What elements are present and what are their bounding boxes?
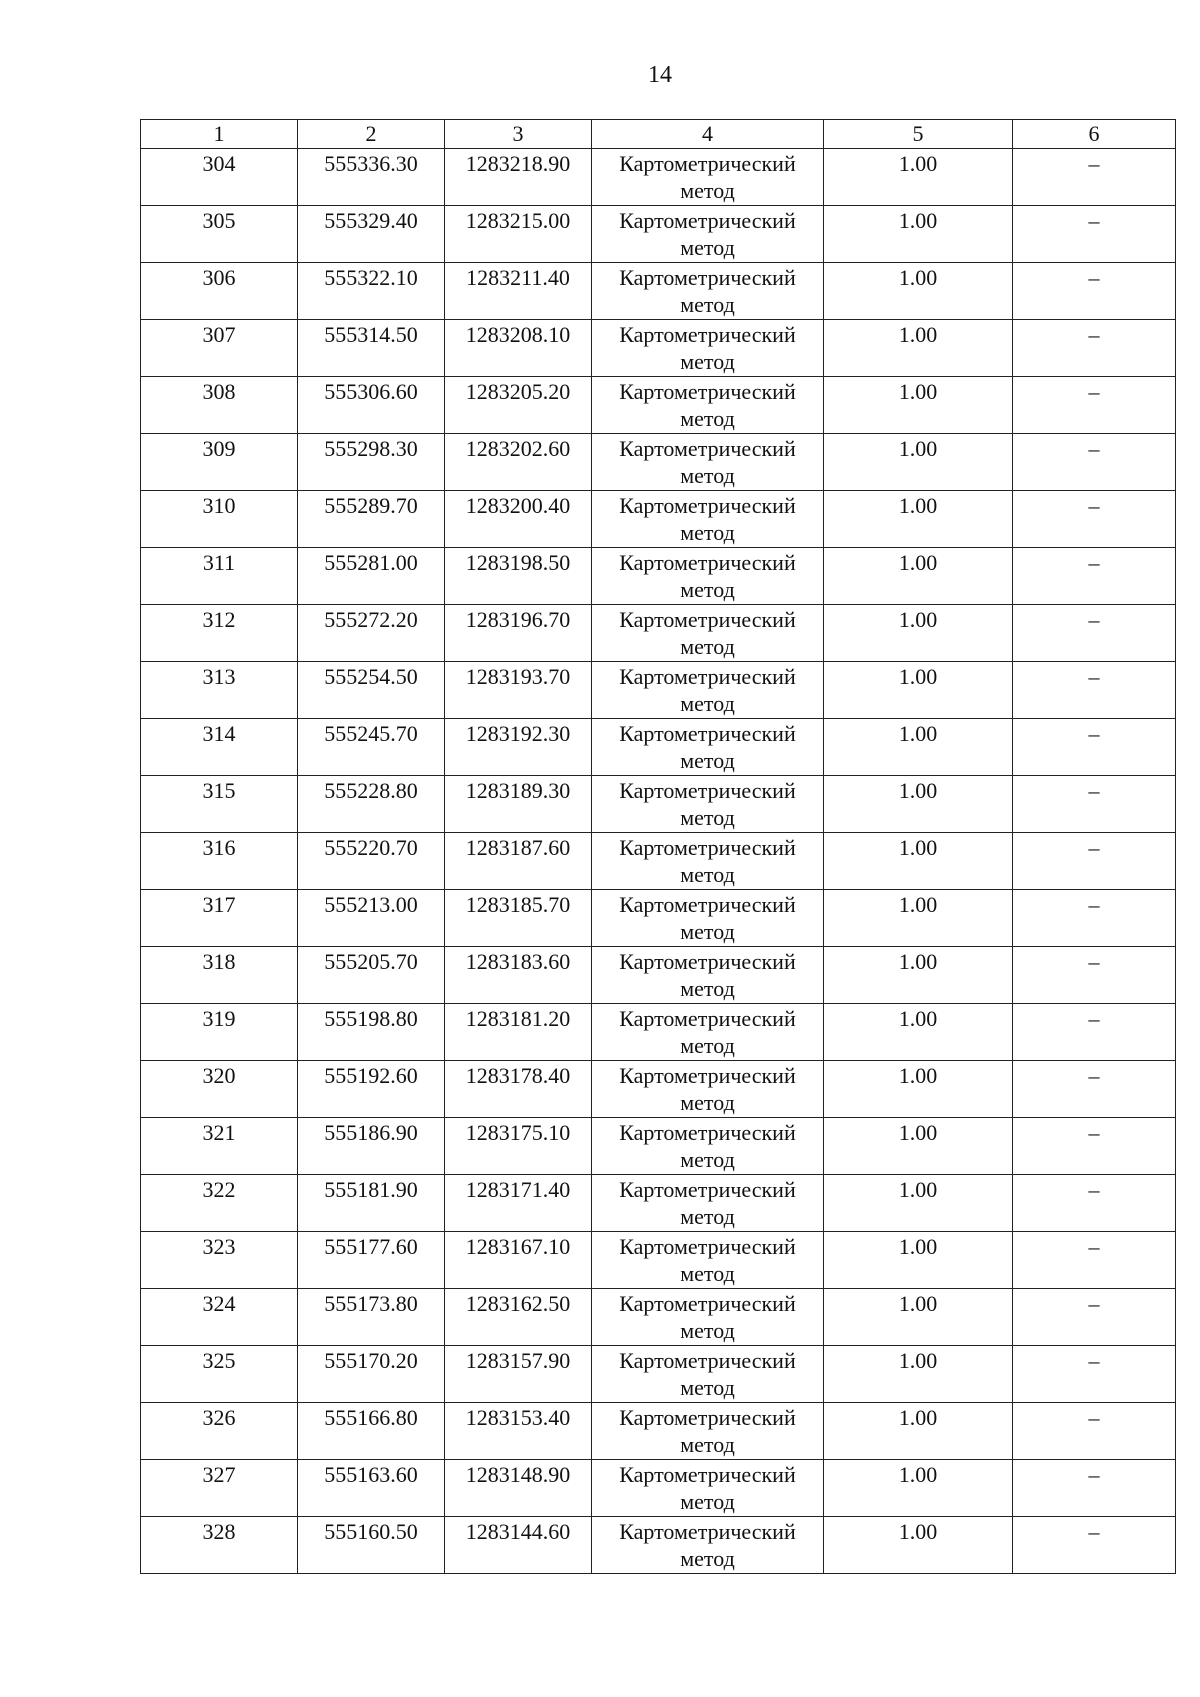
- y-coordinate-cell: 1283193.70: [445, 662, 592, 719]
- accuracy-cell: 1.00: [824, 206, 1013, 263]
- method-cell: Картометрический метод: [592, 605, 824, 662]
- y-coordinate-cell: 1283171.40: [445, 1175, 592, 1232]
- accuracy-cell: 1.00: [824, 1118, 1013, 1175]
- table-row: [141, 1517, 1176, 1574]
- point-number-cell: 326: [141, 1403, 298, 1460]
- method-cell: Картометрический метод: [592, 719, 824, 776]
- x-coordinate-cell: 555322.10: [298, 263, 445, 320]
- y-coordinate-cell: 1283196.70: [445, 605, 592, 662]
- table-row: [141, 1289, 1176, 1346]
- note-cell: –: [1013, 491, 1176, 548]
- x-coordinate-cell: 555192.60: [298, 1061, 445, 1118]
- point-number-cell: 320: [141, 1061, 298, 1118]
- point-number-cell: 319: [141, 1004, 298, 1061]
- note-cell: –: [1013, 605, 1176, 662]
- note-cell: –: [1013, 719, 1176, 776]
- y-coordinate-cell: 1283148.90: [445, 1460, 592, 1517]
- accuracy-cell: 1.00: [824, 491, 1013, 548]
- y-coordinate-cell: 1283181.20: [445, 1004, 592, 1061]
- x-coordinate-cell: 555170.20: [298, 1346, 445, 1403]
- point-number-cell: 316: [141, 833, 298, 890]
- point-number-cell: 313: [141, 662, 298, 719]
- note-cell: –: [1013, 149, 1176, 206]
- accuracy-cell: 1.00: [824, 662, 1013, 719]
- point-number-cell: 322: [141, 1175, 298, 1232]
- x-coordinate-cell: 555181.90: [298, 1175, 445, 1232]
- method-cell: Картометрический метод: [592, 206, 824, 263]
- note-cell: –: [1013, 377, 1176, 434]
- y-coordinate-cell: 1283218.90: [445, 149, 592, 206]
- accuracy-cell: 1.00: [824, 1289, 1013, 1346]
- method-cell: Картометрический метод: [592, 1403, 824, 1460]
- accuracy-cell: 1.00: [824, 1232, 1013, 1289]
- point-number-cell: 307: [141, 320, 298, 377]
- page-number: 14: [648, 62, 672, 88]
- note-cell: –: [1013, 1232, 1176, 1289]
- x-coordinate-cell: 555205.70: [298, 947, 445, 1004]
- note-cell: –: [1013, 1289, 1176, 1346]
- x-coordinate-cell: 555298.30: [298, 434, 445, 491]
- note-cell: –: [1013, 434, 1176, 491]
- point-number-cell: 314: [141, 719, 298, 776]
- accuracy-cell: 1.00: [824, 776, 1013, 833]
- y-coordinate-cell: 1283205.20: [445, 377, 592, 434]
- y-coordinate-cell: 1283198.50: [445, 548, 592, 605]
- method-cell: Картометрический метод: [592, 1004, 824, 1061]
- method-cell: Картометрический метод: [592, 1232, 824, 1289]
- method-cell: Картометрический метод: [592, 1118, 824, 1175]
- accuracy-cell: 1.00: [824, 1517, 1013, 1574]
- x-coordinate-cell: 555198.80: [298, 1004, 445, 1061]
- y-coordinate-cell: 1283175.10: [445, 1118, 592, 1175]
- accuracy-cell: 1.00: [824, 263, 1013, 320]
- x-coordinate-cell: 555163.60: [298, 1460, 445, 1517]
- column-header-1: 1: [141, 120, 298, 149]
- x-coordinate-cell: 555173.80: [298, 1289, 445, 1346]
- method-cell: Картометрический метод: [592, 548, 824, 605]
- note-cell: –: [1013, 1175, 1176, 1232]
- y-coordinate-cell: 1283211.40: [445, 263, 592, 320]
- table-row: [141, 1346, 1176, 1403]
- x-coordinate-cell: 555272.20: [298, 605, 445, 662]
- y-coordinate-cell: 1283185.70: [445, 890, 592, 947]
- note-cell: –: [1013, 1004, 1176, 1061]
- point-number-cell: 317: [141, 890, 298, 947]
- note-cell: –: [1013, 662, 1176, 719]
- note-cell: –: [1013, 947, 1176, 1004]
- method-cell: Картометрический метод: [592, 662, 824, 719]
- table-row: [141, 320, 1176, 377]
- x-coordinate-cell: 555228.80: [298, 776, 445, 833]
- point-number-cell: 310: [141, 491, 298, 548]
- note-cell: –: [1013, 1460, 1176, 1517]
- method-cell: Картометрический метод: [592, 1289, 824, 1346]
- x-coordinate-cell: 555186.90: [298, 1118, 445, 1175]
- note-cell: –: [1013, 833, 1176, 890]
- y-coordinate-cell: 1283178.40: [445, 1061, 592, 1118]
- point-number-cell: 306: [141, 263, 298, 320]
- y-coordinate-cell: 1283167.10: [445, 1232, 592, 1289]
- accuracy-cell: 1.00: [824, 1061, 1013, 1118]
- column-header-6: 6: [1013, 120, 1176, 149]
- x-coordinate-cell: 555177.60: [298, 1232, 445, 1289]
- y-coordinate-cell: 1283215.00: [445, 206, 592, 263]
- point-number-cell: 304: [141, 149, 298, 206]
- method-cell: Картометрический метод: [592, 1517, 824, 1574]
- table-row: [141, 662, 1176, 719]
- accuracy-cell: 1.00: [824, 320, 1013, 377]
- y-coordinate-cell: 1283153.40: [445, 1403, 592, 1460]
- y-coordinate-cell: 1283192.30: [445, 719, 592, 776]
- note-cell: –: [1013, 890, 1176, 947]
- y-coordinate-cell: 1283144.60: [445, 1517, 592, 1574]
- y-coordinate-cell: 1283208.10: [445, 320, 592, 377]
- point-number-cell: 312: [141, 605, 298, 662]
- table-row: [141, 377, 1176, 434]
- method-cell: Картометрический метод: [592, 320, 824, 377]
- accuracy-cell: 1.00: [824, 1004, 1013, 1061]
- accuracy-cell: 1.00: [824, 1460, 1013, 1517]
- x-coordinate-cell: 555281.00: [298, 548, 445, 605]
- accuracy-cell: 1.00: [824, 1175, 1013, 1232]
- table-row: [141, 1175, 1176, 1232]
- table-row: [141, 491, 1176, 548]
- point-number-cell: 311: [141, 548, 298, 605]
- table-header: [141, 120, 1176, 149]
- method-cell: Картометрический метод: [592, 890, 824, 947]
- table-row: [141, 434, 1176, 491]
- table-row: [141, 776, 1176, 833]
- method-cell: Картометрический метод: [592, 434, 824, 491]
- x-coordinate-cell: 555336.30: [298, 149, 445, 206]
- point-number-cell: 315: [141, 776, 298, 833]
- y-coordinate-cell: 1283200.40: [445, 491, 592, 548]
- table-row: [141, 1118, 1176, 1175]
- table-row: [141, 605, 1176, 662]
- column-header-4: 4: [592, 120, 824, 149]
- note-cell: –: [1013, 206, 1176, 263]
- method-cell: Картометрический метод: [592, 1460, 824, 1517]
- table-row: [141, 263, 1176, 320]
- point-number-cell: 308: [141, 377, 298, 434]
- method-cell: Картометрический метод: [592, 947, 824, 1004]
- x-coordinate-cell: 555329.40: [298, 206, 445, 263]
- note-cell: –: [1013, 1403, 1176, 1460]
- note-cell: –: [1013, 1517, 1176, 1574]
- method-cell: Картометрический метод: [592, 149, 824, 206]
- note-cell: –: [1013, 548, 1176, 605]
- point-number-cell: 305: [141, 206, 298, 263]
- table-row: [141, 548, 1176, 605]
- table-row: [141, 149, 1176, 206]
- method-cell: Картометрический метод: [592, 1346, 824, 1403]
- x-coordinate-cell: 555314.50: [298, 320, 445, 377]
- point-number-cell: 309: [141, 434, 298, 491]
- y-coordinate-cell: 1283183.60: [445, 947, 592, 1004]
- table-row: [141, 206, 1176, 263]
- x-coordinate-cell: 555306.60: [298, 377, 445, 434]
- accuracy-cell: 1.00: [824, 833, 1013, 890]
- accuracy-cell: 1.00: [824, 434, 1013, 491]
- x-coordinate-cell: 555245.70: [298, 719, 445, 776]
- table-row: [141, 1232, 1176, 1289]
- method-cell: Картометрический метод: [592, 1175, 824, 1232]
- x-coordinate-cell: 555160.50: [298, 1517, 445, 1574]
- x-coordinate-cell: 555213.00: [298, 890, 445, 947]
- note-cell: –: [1013, 320, 1176, 377]
- accuracy-cell: 1.00: [824, 605, 1013, 662]
- y-coordinate-cell: 1283187.60: [445, 833, 592, 890]
- accuracy-cell: 1.00: [824, 1403, 1013, 1460]
- table-row: [141, 1403, 1176, 1460]
- table-body: [141, 149, 1176, 1574]
- method-cell: Картометрический метод: [592, 263, 824, 320]
- table-row: [141, 1061, 1176, 1118]
- accuracy-cell: 1.00: [824, 548, 1013, 605]
- method-cell: Картометрический метод: [592, 377, 824, 434]
- note-cell: –: [1013, 776, 1176, 833]
- point-number-cell: 325: [141, 1346, 298, 1403]
- table-row: [141, 833, 1176, 890]
- note-cell: –: [1013, 1346, 1176, 1403]
- accuracy-cell: 1.00: [824, 377, 1013, 434]
- table-row: [141, 1460, 1176, 1517]
- accuracy-cell: 1.00: [824, 1346, 1013, 1403]
- method-cell: Картометрический метод: [592, 491, 824, 548]
- y-coordinate-cell: 1283162.50: [445, 1289, 592, 1346]
- table-row: [141, 947, 1176, 1004]
- method-cell: Картометрический метод: [592, 833, 824, 890]
- accuracy-cell: 1.00: [824, 719, 1013, 776]
- x-coordinate-cell: 555166.80: [298, 1403, 445, 1460]
- point-number-cell: 327: [141, 1460, 298, 1517]
- point-number-cell: 324: [141, 1289, 298, 1346]
- accuracy-cell: 1.00: [824, 890, 1013, 947]
- point-number-cell: 323: [141, 1232, 298, 1289]
- y-coordinate-cell: 1283189.30: [445, 776, 592, 833]
- x-coordinate-cell: 555254.50: [298, 662, 445, 719]
- point-number-cell: 318: [141, 947, 298, 1004]
- table-row: [141, 890, 1176, 947]
- y-coordinate-cell: 1283202.60: [445, 434, 592, 491]
- point-number-cell: 328: [141, 1517, 298, 1574]
- note-cell: –: [1013, 1061, 1176, 1118]
- method-cell: Картометрический метод: [592, 1061, 824, 1118]
- point-number-cell: 321: [141, 1118, 298, 1175]
- coordinates-table: [140, 119, 1176, 1574]
- method-cell: Картометрический метод: [592, 776, 824, 833]
- note-cell: –: [1013, 1118, 1176, 1175]
- note-cell: –: [1013, 263, 1176, 320]
- header-row: [141, 120, 1176, 149]
- column-header-2: 2: [298, 120, 445, 149]
- column-header-5: 5: [824, 120, 1013, 149]
- table-row: [141, 719, 1176, 776]
- column-header-3: 3: [445, 120, 592, 149]
- table-row: [141, 1004, 1176, 1061]
- accuracy-cell: 1.00: [824, 947, 1013, 1004]
- x-coordinate-cell: 555220.70: [298, 833, 445, 890]
- accuracy-cell: 1.00: [824, 149, 1013, 206]
- y-coordinate-cell: 1283157.90: [445, 1346, 592, 1403]
- x-coordinate-cell: 555289.70: [298, 491, 445, 548]
